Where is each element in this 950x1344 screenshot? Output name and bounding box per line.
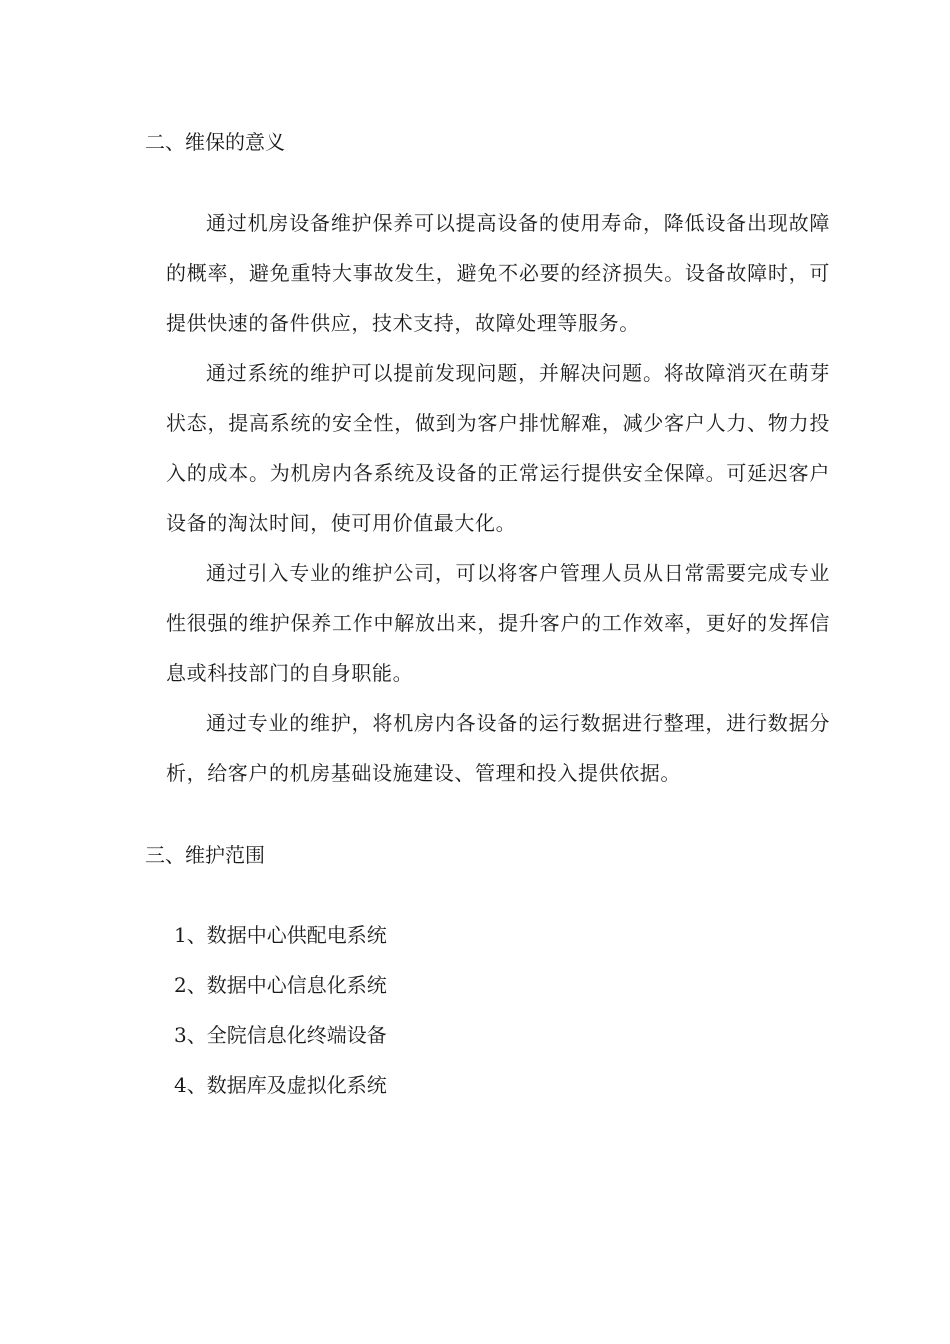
list-item: 2、数据中心信息化系统 [174, 973, 387, 997]
list-item: 1、数据中心供配电系统 [174, 923, 387, 947]
list-item: 3、全院信息化终端设备 [174, 1023, 387, 1047]
section-heading-maintenance-scope: 三、维护范围 [145, 843, 265, 867]
list-item: 4、数据库及虚拟化系统 [174, 1073, 387, 1097]
paragraph-2: 通过系统的维护可以提前发现问题，并解决问题。将故障消灭在萌芽状态，提高系统的安全性，做到为客户排忧解难，减少客户人力、物力投入的成本。为机房内各系统及设备的正常运行提供安全保障。可延迟客户设备的淘汰时间，使可用价值最大化。 [166, 361, 830, 535]
paragraph-1: 通过机房设备维护保养可以提高设备的使用寿命，降低设备出现故障的概率，避免重特大事故发生，避免不必要的经济损失。设备故障时，可提供快速的备件供应，技术支持，故障处理等服务。 [166, 211, 830, 335]
paragraph-3: 通过引入专业的维护公司，可以将客户管理人员从日常需要完成专业性很强的维护保养工作中解放出来，提升客户的工作效率，更好的发挥信息或科技部门的自身职能。 [166, 561, 830, 685]
paragraph-4: 通过专业的维护，将机房内各设备的运行数据进行整理，进行数据分析，给客户的机房基础设施建设、管理和投入提供依据。 [166, 711, 830, 785]
scope-list [174, 918, 387, 1118]
section-heading-maintenance-significance: 二、维保的意义 [145, 130, 285, 154]
